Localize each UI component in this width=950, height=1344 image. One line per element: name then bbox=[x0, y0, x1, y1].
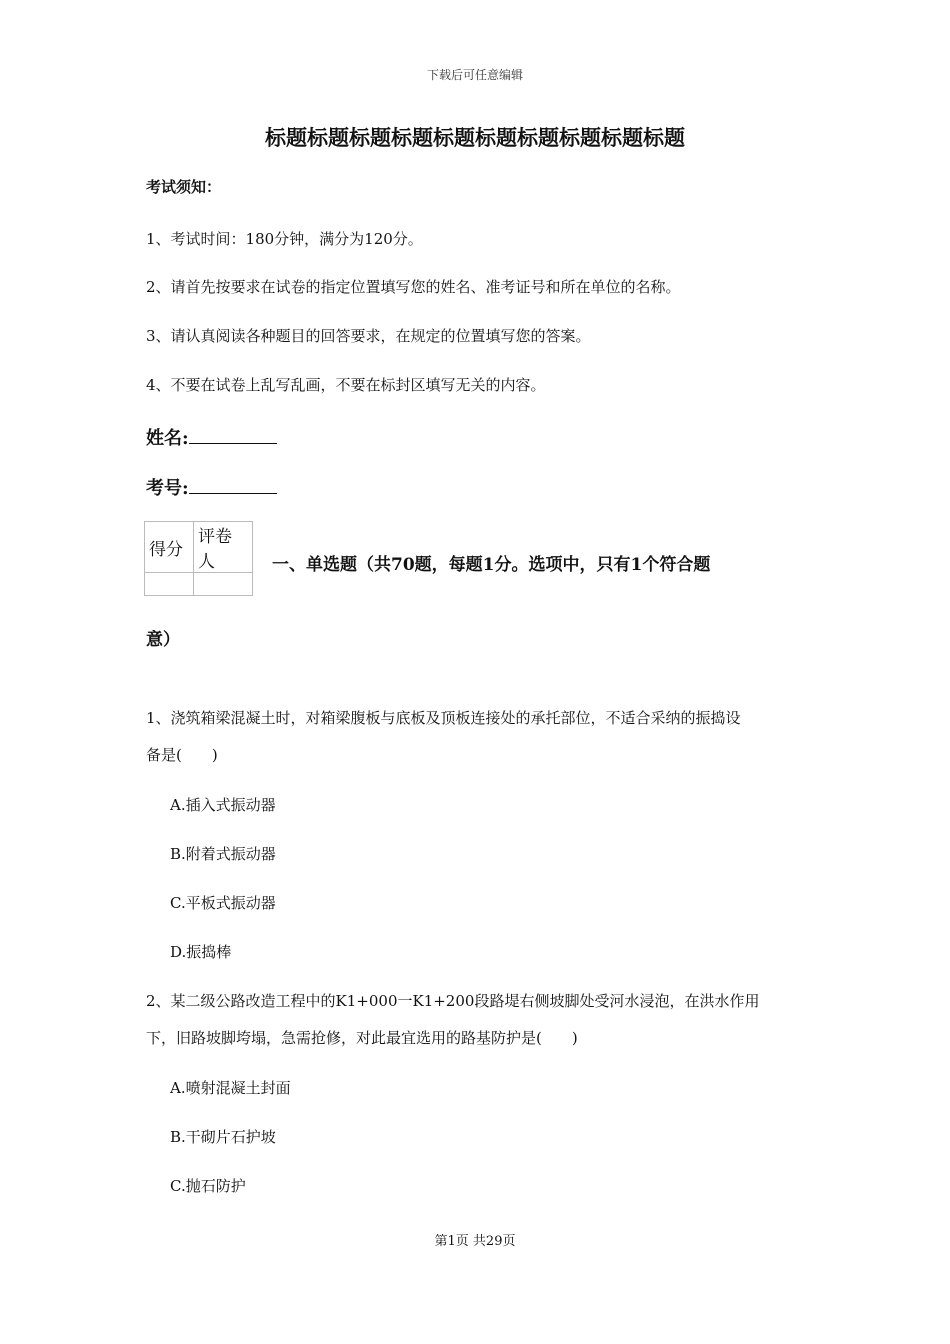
page-footer: 第1页 共29页 bbox=[434, 1234, 516, 1249]
notice-item: 2、请首先按要求在试卷的指定位置填写您的姓名、准考证号和所在单位的名称。 bbox=[146, 278, 681, 296]
page-header: 下载后可任意编辑 bbox=[426, 68, 523, 82]
score-cell bbox=[145, 573, 194, 596]
grader-cell bbox=[194, 573, 253, 596]
question-text: 1、浇筑箱梁混凝土时，对箱梁腹板与底板及顶板连接处的承托部位，不适合采纳的振捣设 bbox=[146, 709, 741, 727]
grader-header: 评卷人 bbox=[194, 522, 253, 573]
notice-item: 1、考试时间：180分钟，满分为120分。 bbox=[146, 230, 423, 248]
section-heading-cont: 意） bbox=[146, 630, 180, 650]
document-title: 标题标题标题标题标题标题标题标题标题标题 bbox=[265, 125, 685, 150]
score-header: 得分 bbox=[145, 522, 194, 573]
name-blank[interactable] bbox=[189, 425, 277, 444]
name-field bbox=[146, 424, 277, 450]
question-text: 备是( ) bbox=[146, 746, 218, 764]
notice-item: 3、请认真阅读各种题目的回答要求，在规定的位置填写您的答案。 bbox=[146, 327, 591, 345]
option: B.附着式振动器 bbox=[170, 845, 276, 863]
exam-id-blank[interactable] bbox=[189, 475, 277, 494]
exam-id-label: 考号: bbox=[146, 478, 189, 499]
name-label: 姓名: bbox=[146, 428, 189, 449]
option: C.平板式振动器 bbox=[170, 894, 276, 912]
notice-heading: 考试须知： bbox=[146, 178, 222, 196]
exam-id-field bbox=[146, 474, 277, 500]
option: B.干砌片石护坡 bbox=[170, 1128, 276, 1146]
option: A.插入式振动器 bbox=[170, 796, 276, 814]
option: A.喷射混凝土封面 bbox=[170, 1079, 291, 1097]
option: C.抛石防护 bbox=[170, 1177, 246, 1195]
notice-item: 4、不要在试卷上乱写乱画，不要在标封区填写无关的内容。 bbox=[146, 376, 546, 394]
option: D.振捣棒 bbox=[170, 943, 232, 961]
score-table bbox=[144, 521, 253, 596]
section-heading: 一、单选题（共70题，每题1分。选项中，只有1个符合题 bbox=[272, 555, 711, 575]
question-text: 下，旧路坡脚垮塌，急需抢修，对此最宜选用的路基防护是( ) bbox=[146, 1029, 578, 1047]
question-text: 2、某二级公路改造工程中的K1+000一K1+200段路堤右侧坡脚处受河水浸泡，在洪水作用 bbox=[146, 992, 760, 1010]
